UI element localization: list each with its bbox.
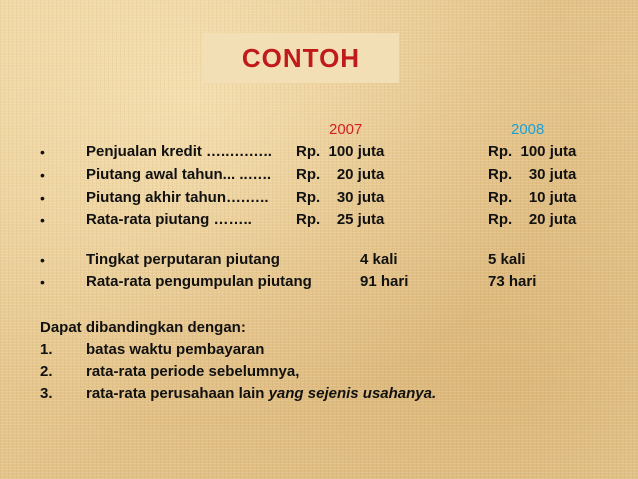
row-value-2008: Rp. 20 juta [488, 211, 577, 228]
ratio-label: Rata-rata pengumpulan piutang [86, 273, 312, 290]
row-label: Rata-rata piutang …….. [86, 211, 252, 228]
ratio-value-2008: 73 hari [488, 273, 537, 290]
list-number: 3. [40, 385, 53, 402]
row-label: Penjualan kredit …..….….. [86, 143, 272, 160]
list-item [86, 385, 436, 403]
ratio-label: Tingkat perputaran piutang [86, 251, 280, 268]
list-item-italic-text: yang sejenis usahanya. [268, 385, 437, 402]
page-title: CONTOH [241, 42, 361, 73]
comparison-heading: Dapat dibandingkan dengan: [40, 319, 246, 336]
bullet-icon: • [40, 167, 45, 183]
row-value-2007: Rp. 25 juta [296, 211, 385, 228]
ratio-value-2008: 5 kali [488, 251, 526, 268]
list-item [86, 341, 264, 359]
list-item-text: rata-rata periode sebelumnya, [86, 363, 300, 380]
row-label: Piutang awal tahun... ..….. [86, 166, 272, 183]
bullet-icon: • [40, 212, 45, 228]
ratio-value-2007: 91 hari [360, 273, 409, 290]
bullet-icon: • [40, 190, 45, 206]
row-value-2008: Rp. 100 juta [488, 143, 577, 160]
list-item-text: rata-rata perusahaan lain [86, 385, 269, 402]
list-number: 2. [40, 363, 53, 380]
year-header-2007: 2007 [329, 121, 363, 138]
row-label: Piutang akhir tahun….….. [86, 189, 269, 206]
list-item-text: batas waktu pembayaran [86, 341, 265, 358]
list-number: 1. [40, 341, 53, 358]
row-value-2007: Rp. 20 juta [296, 166, 385, 183]
row-value-2007: Rp. 30 juta [296, 189, 385, 206]
row-value-2007: Rp. 100 juta [296, 143, 385, 160]
bullet-icon: • [40, 252, 45, 268]
year-header-2008: 2008 [511, 121, 545, 138]
bullet-icon: • [40, 144, 45, 160]
row-value-2008: Rp. 30 juta [488, 166, 577, 183]
title-box [203, 33, 399, 83]
bullet-icon: • [40, 274, 45, 290]
ratio-value-2007: 4 kali [360, 251, 398, 268]
row-value-2008: Rp. 10 juta [488, 189, 577, 206]
list-item [86, 363, 299, 381]
